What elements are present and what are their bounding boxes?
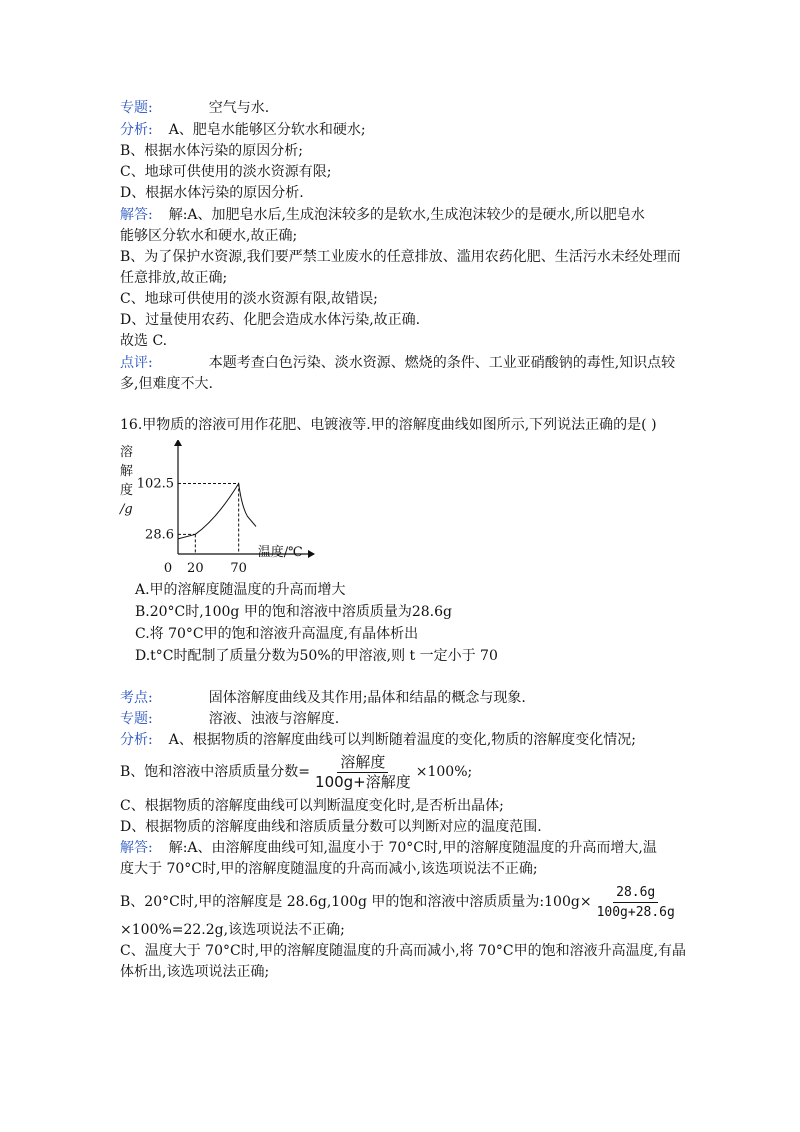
calculation-denominator: 100g+28.6g [596, 904, 675, 920]
x-tick-label: 20 [187, 561, 204, 576]
calculation-prefix: B、20°C时,甲的溶解度是 28.6g,100g 甲的饱和溶液中溶质质量为:100g× [120, 894, 592, 910]
y-label-char: 度 [120, 483, 134, 498]
text-line: C、根据物质的溶解度曲线可以判断温度变化时,是否析出晶体; [120, 798, 504, 814]
comment-line [120, 353, 675, 373]
keypoint-label: 考点: [120, 690, 153, 706]
answer-line [120, 205, 645, 225]
series-line [178, 484, 256, 539]
y-axis-label [118, 444, 133, 517]
text-line: C、温度大于 70°C时,甲的溶解度随温度的升高而减小,将 70°C甲的饱和溶液升高温度,有晶 [120, 943, 687, 959]
text-line: D、根据物质的溶解度曲线和溶质质量分数可以判断对应的温度范围. [120, 819, 542, 835]
option-a[interactable]: A.甲的溶解度随温度的升高而增大 [135, 582, 346, 598]
text-line: C、地球可供使用的淡水资源有限,故错误; [120, 291, 378, 307]
text-line: D、过量使用农药、化肥会造成水体污染,故正确. [120, 312, 421, 328]
answer-text: 解:A、加肥皂水后,生成泡沫较多的是软水,生成泡沫较少的是硬水,所以肥皂水 [168, 207, 645, 223]
formula-suffix: ×100%; [415, 764, 473, 780]
y-tick-label: 28.6 [145, 527, 174, 543]
topic-label: 专题: [120, 711, 153, 727]
formula-prefix: B、饱和溶液中溶质质量分数= [120, 764, 311, 780]
comment-label: 点评: [120, 355, 153, 371]
comment-text: 本题考查白色污染、淡水资源、燃烧的条件、工业亚硝酸钠的毒性,知识点较 [208, 355, 676, 371]
question-stem: 16.甲物质的溶液可用作花肥、电镀液等.甲的溶解度曲线如图所示,下列说法正确的是( ) [120, 417, 657, 433]
option-d[interactable]: D.t°C时配制了质量分数为50%的甲溶液,则 t 一定小于 70 [135, 648, 498, 664]
y-label-char: 溶 [120, 445, 134, 460]
mass-fraction-formula [312, 754, 414, 791]
text-line: 体析出,该选项说法正确; [120, 964, 270, 980]
analysis-label: 分析: [120, 122, 153, 138]
tick-labels [137, 477, 247, 576]
topic-text: 溶液、浊液与溶解度. [208, 711, 340, 727]
text-line: ×100%=22.2g,该选项说法不正确; [120, 922, 345, 938]
analysis-text: A、根据物质的溶解度曲线可以判断随着温度的变化,物质的溶解度变化情况; [168, 732, 636, 748]
solubility-chart [110, 440, 330, 580]
formula-denominator: 100g+溶解度 [315, 772, 411, 791]
text-line: B、为了保护水资源,我们要严禁工业废水的任意排放、滥用农药化肥、生活污水未经处理而 [120, 249, 681, 265]
option-c[interactable]: C.将 70°C甲的饱和溶液升高温度,有晶体析出 [135, 626, 419, 642]
guide-lines [178, 484, 239, 554]
y-label-char: 解 [120, 464, 134, 479]
topic-line [120, 709, 339, 729]
analysis-text: A、肥皂水能够区分软水和硬水; [168, 122, 366, 138]
calculation-numerator: 28.6g [613, 884, 658, 903]
analysis-line [120, 730, 636, 750]
text-line: 故选 C. [120, 333, 168, 349]
formula-line [120, 752, 472, 792]
text-line: 多,但难度不大. [120, 376, 213, 392]
option-b[interactable]: B.20°C时,100g 甲的饱和溶液中溶质质量为28.6g [135, 604, 452, 620]
analysis-label: 分析: [120, 732, 153, 748]
analysis-line [120, 120, 366, 140]
text-line: B、根据水体污染的原因分析; [120, 143, 304, 159]
topic-text: 空气与水. [208, 100, 270, 116]
keypoint-text: 固体溶解度曲线及其作用;晶体和结晶的概念与现象. [208, 690, 526, 706]
topic-label: 专题: [120, 100, 153, 116]
origin-label: 0 [163, 561, 173, 576]
y-label-char: /g [120, 502, 133, 517]
topic-line [120, 98, 269, 118]
y-tick-label: 102.5 [136, 476, 174, 492]
x-axis-label: 温度/℃ [257, 545, 303, 560]
answer-text: 解:A、由溶解度曲线可知,温度小于 70°C时,甲的溶解度随温度的升高而增大,温 [168, 840, 657, 856]
text-line: 度大于 70°C时,甲的溶解度随温度的升高而减小,该选项说法不正确; [120, 861, 538, 877]
text-line: 任意排放,故正确; [120, 270, 228, 286]
answer-line [120, 838, 657, 858]
text-line: 能够区分软水和硬水,故正确; [120, 228, 298, 244]
text-line: D、根据水体污染的原因分析. [120, 185, 304, 201]
formula-numerator: 溶解度 [337, 754, 388, 773]
answer-label: 解答: [120, 207, 153, 223]
x-tick-label: 70 [230, 561, 247, 576]
keypoint-line [120, 688, 526, 708]
answer-label: 解答: [120, 840, 153, 856]
text-line: C、地球可供使用的淡水资源有限; [120, 164, 332, 180]
calculation-fraction [594, 884, 678, 921]
calculation-line [120, 882, 680, 922]
